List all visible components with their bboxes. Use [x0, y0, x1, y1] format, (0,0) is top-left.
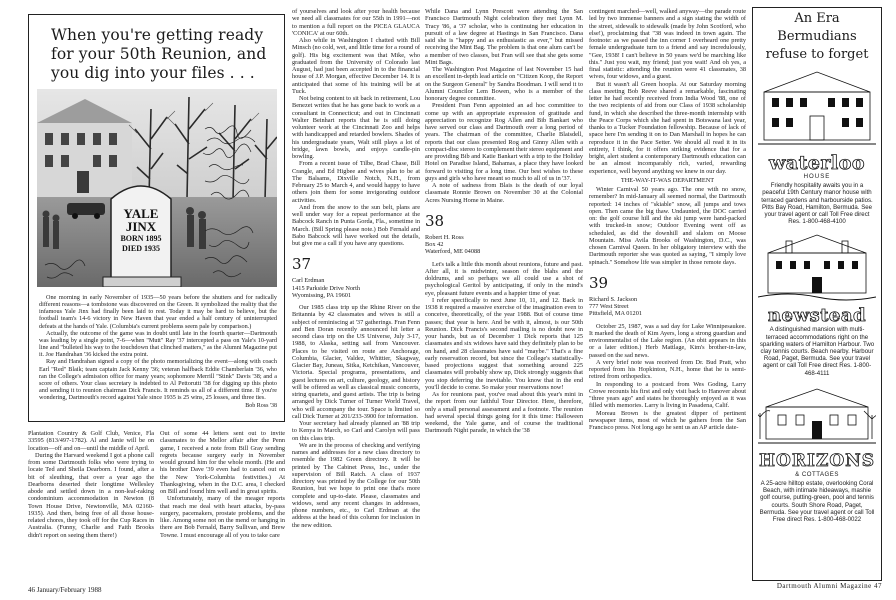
column-paragraph: During the Harvard weekend I got a phone call from some Dartmouth folks who were trying to locate Ted and Sheila Dearborn. I found, after a bit of sleuthing, that over a year ago the Dearborns deserted their longtime Wellesley abode and settled down in a non-leaf-raking condominium accommodation in Newton (8 Town House Drive, Newtonville, MA 02160-1935). And then, being free of all those house-related chores, they took off for the Cup Races in Australia. (Funny, Charlie and Faith Brooks didn't report on seeing them there!) [28, 451, 154, 539]
column-paragraph: Let's talk a little this month about reunions, future and past. After all, it is midwinter, season of the blahs and the doldrums, and so perhaps we all could use a shot of psychological Geritol by anticipating, if only in the mind's eye, pleasant future events and a happier time of year. [425, 260, 583, 297]
column-paragraph: In responding to a postcard from Wes Goding, Larry Crowe recounts his first and only visit back to Hanover about "three years ago" and states he thoroughly enjoyed as it was filled with memories. Larry is living in Pasadena, Calif. [589, 380, 746, 410]
column-1-bottom [28, 430, 154, 586]
waterloo-subtitle: HOUSE [803, 173, 831, 180]
column-paragraph: Moreau Brown is the greatest dipper of pertinent newspaper items, most of which he gathers from the San Francisco press. Not long ago he sent us an AP article date- [589, 409, 746, 431]
secretary-city: Pittsfield, MA 01201 [589, 310, 643, 318]
column-paragraph: The Washington Post Magazine of last November 15 had an excellent in-depth lead article on "Citizen Koop, the Report on the Surgeon General" by Sandra Boodman. I will send it to Alumni Councilor Lem Bowen, who is a member of the honorary degree committee. [425, 66, 583, 102]
ad-headline-1: An Era [794, 11, 840, 26]
column-5 [589, 8, 746, 586]
ad-headline-2: Bermudians [777, 29, 857, 44]
secretary-street: 777 West Street [589, 303, 629, 310]
bermuda-hotels-ad [752, 7, 882, 581]
class-address [425, 234, 583, 256]
reunion-feature-box [28, 14, 285, 422]
column-paragraph: A very brief note was received from Dr. Bud Pratt, who reported from his Hopkinton, N.H., home that he is semi-retired from orthopedics. [589, 358, 746, 381]
secretary-street: Box 42 [425, 241, 444, 248]
column-paragraph: We are in the process of checking and verifying names and addresses for a new class directory to resemble the 1982 Green directory. It will be printed by The Cabinet Press, Inc., under the supervision of Bill Ratch. A class of 1937 directory was printed by the College for our 50th Reunion, but we hope to print one that's more complete and up-to-date. Please, classmates and widows, send any recent changes in addresses, phone numbers, etc., to Carl Erdman at the address at the head of this column for inclusion in the new edition. [292, 441, 420, 529]
secretary-city: Wyomissing, PA 19601 [292, 291, 352, 299]
column-paragraph: Your secretary had already planned an '88 trip to Kenya in March, so Carl and Carolyn will pass on this class trip. [292, 420, 420, 442]
secretary-name: Carl Erdman [292, 277, 325, 285]
column-paragraph: But it wasn't all Green hoopla. At our Saturday morning class meeting Bob Reeve shared a remarkable, fascinating letter he had recently received from India Wood '88, one of the two recipients of aid from our Class of 1938 scholarship fund, in which she described the three-month internship with the Peace Corps which she had spent in Botswana last year, thanks to a Tucker Foundation fellowship. Because of lack of space here I'm sending it on to Dan Marshall in hopes he can reproduce it in the Pace Setter. We should all read it in its entirety, I think, for it offers striking evidence that for a bright, alert student a contemporary Dartmouth education can be an almost incomparably rich, varied, rewarding experience, well beyond anything we knew in our day. [589, 80, 746, 175]
secretary-city: Waterford, ME 04088 [425, 248, 481, 256]
column-paragraph: Our 1985 class trip up the Rhine River on the Britannia by 42 classmates and wives is still a subject of reminiscing at '37 gatherings. Fran Fenn and Ben Doran recently announced hit letter a second class trip on the US Universe, July 3-17, 1988, to Alaska, setting sail from Vancouver. Places to be visited on route are Anchorage, Columbia, Glacier, Valdez, Whittier, Skagway, Glacier Bay, Juneau, Sitka, Ketchikan, Vancouver, Victoria. Special programs, presentations, and guest lectures on art, culture, geology, and history will be offered as well as classical music concerts, string quartets, and guest artists. The trip is being arranged by Dick Turner of Turner World Travel, who will accompany the tour. Space is limited so call Dick Turner at 201/233-3900 for information. [292, 304, 420, 420]
class-number-37: 37 [292, 255, 312, 274]
tombstone-line-4: DIED 1935 [121, 244, 160, 253]
class-address [589, 296, 746, 318]
page-footer-left: 46 January/February 1988 [28, 586, 102, 594]
column-paragraph: Also while in Washington I chatted with Bill Minsch (no cold, wet, and little time for a round of golf). His big excitement was that Mike, who graduated from the University of Colorado last August, had just been accepted in to the financial house of J.P. Morgan, effective December 14. It is anticipated that some of his training will be at Tuck. [292, 37, 420, 95]
column-paragraph: A note of sadness from Blais is the death of our loyal classmate Ronnie Brown on November 30 at the Colonial Acres Nursing Home in Maine. [425, 182, 583, 204]
horizons-logo: HORIZONS [759, 450, 875, 471]
newstead-logo: newstead [767, 305, 867, 327]
tombstone-line-2: JINX [125, 219, 157, 234]
tombstone-photo-image [37, 89, 277, 287]
feature-signature: Bob Ross '38 [245, 403, 277, 410]
ad-headline-3: refuse to forget [765, 47, 869, 62]
column-paragraph: of yourselves and look after your health because we need all classmates for our 55th in 1991—not to mention a full report on the PICEA GLAUCA 'CONICA' at our 60th. [292, 8, 420, 37]
tombstone-photo [37, 89, 277, 287]
waterloo-logo: waterloo [768, 152, 866, 174]
column-paragraph: Not being content to sit back in retirement, Lou Benezet writes that he has gone back to work as a consultant in Connecticut; and out in Cincinnati Walter Beinhart reports that he is still doing volunteer work at the Cincinnati Zoo and helps with handicapped and retarded bowlers. Shades of his undergraduate years, Walt still plays a lot of bridge, lawn bowls, and enjoys candle-pin bowling. [292, 95, 420, 160]
horizons-subtitle: & COTTAGES [795, 470, 839, 478]
secretary-name: Robert H. Ross [425, 233, 464, 241]
column-2-bottom [160, 430, 285, 586]
class-address [292, 277, 420, 299]
horizons-illustration [758, 383, 876, 447]
class-number-39: 39 [589, 273, 609, 292]
feature-paragraph: Ray and Handrahan signed a copy of the photo memorializing the event—along with coach Earl "Red" Blaik; team captain Jack Kenny '36; veteran halfback Eddie Chamberlain '36, who ran the College's admission office for many years; sophomore Merrill "Stink" Davis '38; and a score of others. Your class secretary is indebted to Al Pettorutti '38 for digging up this photo and sending it to reunion chairman Dick Francis. It reminds us all of a different time. If you're wondering, Dartmouth's record against Yale since 1935 is 25 wins, 25 losses, and three ties. [39, 358, 277, 402]
feature-body [39, 294, 277, 411]
tombstone-line-3: BORN 1895 [120, 234, 162, 243]
feature-headline: When you're getting ready for your 50th Reunion, and you dig into your files . . . [51, 26, 267, 82]
column-paragraph: contingent marched—well, walked anyway—the parade route led by two immense banners and a sign stating the width of the street, sidewalk to sidewalk (made by John Scotford, who else!), proclaiming that "38 was indeed in town again. The footnote: as we passed the inn corner I overheard one pretty female undergraduate turn to a friend and say incredulously, "Gee, 1938! I can't believe in 50 years we'd be marching like this." Just you wait, my friend; just you wait! And oh yes, a final statistic: attending the reunion were 41 classmates, 38 wives, four widows, and a guest. [589, 8, 746, 81]
column-paragraph: Out of some 44 letters sent out to invite classmates to the Mellor affair after the Penn game, I received a note from Bill Gray sending regrets because surgery early in November would ground him for the whole month. (He and his brother Dave '39 even had to cancel out on the New York-Columbia festivities.) At Thanksgiving, when in the D.C. area, I checked on Bill and found him well and in great spirits. [160, 430, 285, 495]
column-4 [425, 8, 583, 586]
page-footer-right: Dartmouth Alumni Magazine 47 [776, 582, 882, 590]
class-number-38: 38 [425, 211, 445, 230]
column-paragraph: Unfortunately, many of the meager reports that reach me deal with heart attacks, by-pass surgery, pacemakers, prostate problems, and the like. Among some not on the mend or hanging in there are Bob Fernald, Barry Sullivan, and Brew Towne. I must encourage all of you to take care [160, 495, 285, 539]
feature-paragraph: Actually, the outcome of the game was in doubt until late in the fourth quarter—Dartmouth was leading by a single point, 7-6—when "Mutt" Ray '37 intercepted a pass on Yale's 10-yard line and "bulleted his way to the touchdown that clinched matters," as the Alumni Magazine put it. Joe Handrahan '36 kicked the extra point. [39, 329, 277, 359]
column-paragraph: I refer specifically to next June 10, 11, and 12. Back in 1938 it required a massive exercise of the imagination even to conceive, theoretically, of the year 1988. But of course time passes; that year is here. And be with it, almost, is our 50th Reunion. Dick Francis's second mailing is no doubt now in your hands, but as of December 1 Dick reports that 125 classmates and six widows have said they definitely plan to be on hand, and 28 classmates have said "maybe." That's a fine early reservation record, but since the College's statistically-based projections suggest that something around 225 classmates will probably show up, Dick strongly suggests that you stop deferring the inevitable. You know that in the end you'll decide to come. So make your reservations now! [425, 296, 583, 391]
column-paragraph: From a recent issue of Tilbe, Brad Chase, Bill Crangle, and Ed Higbee and wives plan to be at The Balsams, Dixville Notch, N.H., from February 25 to March 4, and would happy to have others join them for some invigorating outdoor activities. [292, 160, 420, 204]
secretary-name: Richard S. Jackson [589, 295, 638, 303]
feature-paragraph: One morning in early November of 1935—50 years before the shutters and for radically different reasons—a tombstone was discovered on the Green. It symbolized the reality that the infamous Yale Jinx had finally been laid to rest. Today it may be hard to believe, but the football team's 14-6 victory in New Haven that year ended a half century of uninterrupted defeats at the hands of Yale. (Columbia's current problems seem pale by comparison.) [39, 294, 277, 330]
tombstone-inscription [111, 207, 171, 254]
column-paragraph: October 25, 1987, was a sad day for Lake Winnipesaukee. It marked the death of Kim Ayers, long a strong guardian and environmentalist of the Lake region. (An obit appears in this or a later edition.) Herb Mattlage, Kim's brother-in-law, passed on the sad news. [589, 322, 746, 359]
horizons-description: A 25-acre hilltop estate, overlooking Coral Beach, with intimate hideaways, mashie golf course, putting-green, pool and tennis courts. South Shore Road, Paget, Bermuda. See your travel agent or call Toll Free direct Res. 1-800-468-0022 [759, 480, 875, 524]
waterloo-house-illustration [758, 66, 876, 148]
secretary-street: 1415 Parkside Drive North [292, 284, 361, 292]
newstead-illustration [758, 231, 876, 301]
column-3 [292, 8, 420, 586]
column-paragraph: While Dana and Lynn Prescott were attending the San Francisco Dartmouth Night celebration they met Lynn M. Tracy '86, a '37 scholar, who is continuing her education in pursuit of a law degree at Hastings in San Francisco. Dana said she is "happy and as enthusiastic as ever," but missed receiving the Mint Bag. The problem is that one alum can't be a member of two classes, but Fran will see that she gets some Mint Bags. [425, 8, 583, 66]
column-paragraph: Winter Carnival 50 years ago. The one with no snow, remember? In mid-January all seemed normal, the Dartmouth reported: 14 inches of "skiable" snow, all jumps and tows open. Then came the big thaw. Undaunted, the DOC carried on: the golf course hill and the ski jump were hand-packed with trucked-in snow; Outdoor Evening went off as scheduled, as did the downhill and slalom on Moose Mountain. Miss Avila Brooks of Washington, D.C., was chosen Carnival Queen. In her obligatory interview with the Dartmouth reporter she was quoted as saying, "I simply love spinach." Somehow life was simpler in those remote days. [589, 186, 746, 266]
column-paragraph: President Fran Fenn appointed an ad hoc committee to come up with an appropriate expression of gratitude and appreciation to recognize Rog Allen and Bib Bankart who have served our class and Dartmouth over a long period of years. The chairman of the committee, Charlie Blaisdell, reports that our class presented Rog and Ginny Allen with a compact-disc stereo to complement their stereo equipment and are providing Bib and Katie Bankart with a trip to the Holiday Hotel on Paradise Island, Bahamas, a place they have looked forward to visiting for a long time. Our best wishes to these guys and girls who have meant so much to all of us in '37. [425, 102, 583, 182]
column-paragraph: Plantation Country & Golf Club, Venice, Fla 33595 (813/497-1782). Al and Janie will be on location—off and on—until the middle of April. [28, 430, 154, 452]
tombstone-line-1: YALE [123, 206, 159, 221]
waterloo-description: Friendly hospitality awaits you in a peaceful 19th Century manor house with terraced gardens and harbourside patios. Pitts Bay Road, Hamilton, Bermuda. See your travel agent or call Toll Free direct Res. 1-800-468-4100 [761, 182, 873, 226]
column-paragraph: As for reunions past, you've read about this year's mini in the report from our faithful Tour Director. Here, therefore, only a small personal assessment and a footnote. The reunion had several special things going for it this time: Halloween weekend, the Yale game, and of course the traditional Dartmouth Night parade, in which the '38 [425, 391, 583, 435]
section-heading: THE-WAY-IT-WAS DEPARTMENT [620, 176, 715, 184]
column-paragraph: And from the snow to the sun belt, plans are well under way for a repeat performance at the Babcock Ranch in Punta Gorda, Fla., sometime in March. (Bill Spring please note.) Bob Fernald and Babo Babcock will have worked out the details, but give me a call if you have any questions. [292, 203, 420, 247]
newstead-description: A distinguished mansion with multi-terraced accommodations right on the sparkling waters of Hamilton Harbour. Two clay tennis courts. Beach nearby. Harbour Road, Paget, Bermuda. See your travel agent or call Toll Free direct Res. 1-800-468-4111 [759, 326, 875, 377]
